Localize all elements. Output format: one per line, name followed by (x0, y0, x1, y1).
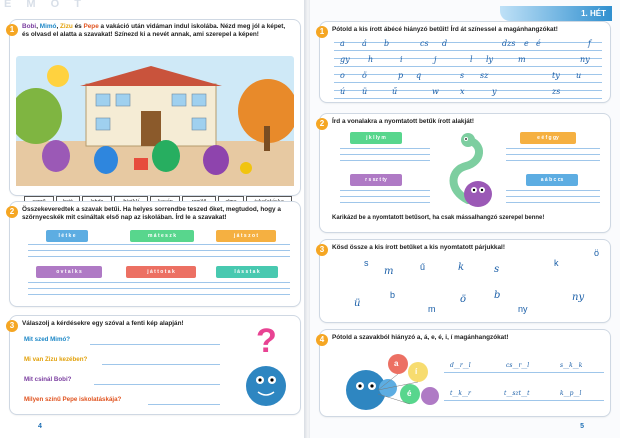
title-letters: E M O T (4, 0, 87, 10)
printed-k[interactable]: k (554, 258, 559, 268)
written-ö[interactable]: ö (460, 294, 467, 305)
written-s[interactable]: s (494, 264, 500, 275)
monster-illustration (236, 322, 296, 410)
alphabet-lines[interactable] (334, 38, 602, 98)
balloon-letter-í: í (415, 367, 418, 376)
question-1: Mit szed Mimó? (24, 336, 71, 343)
rtask4-number: 4 (316, 334, 328, 346)
task2-number: 2 (6, 206, 18, 218)
task1-text: Bobi, Mimó, Zizu és Pepe a vakáció után vidáman indul iskolába. Nézd meg jól a képet, és olvasd el alatta a szavakat! Színezd ki a nevét annak, ami szerepel a képen! (22, 23, 286, 39)
rtask2-text: Írd a vonalakra a nyomtatott betűk írott alakját! (332, 118, 475, 125)
rtask3-text: Kösd össze a kis írott betűket a kis nyomtatott párjukkal! (332, 244, 505, 251)
tile-r2-1: o v t a l k s (36, 266, 102, 278)
question-2: Mi van Zizu kezében? (24, 356, 88, 363)
task2-box (10, 202, 300, 306)
right-page (310, 0, 620, 438)
question-4: Milyen színű Pepe iskolatáskája? (24, 396, 122, 403)
name-bobi: Bobi (22, 23, 37, 30)
question-3: Mit csinál Bobi? (24, 376, 72, 383)
written-m[interactable]: m (384, 266, 394, 277)
task3-text: Válaszolj a kérdésekre egy szóval a fenti kép alapján! (22, 320, 184, 327)
task1-box (10, 20, 300, 195)
task1-number: 1 (6, 24, 18, 36)
rtile-2: e é f g gy (520, 132, 576, 144)
printed-ö[interactable]: ö (594, 248, 600, 258)
blank-word-6[interactable]: k__p__l (560, 390, 582, 397)
rtask1-text: Pótold a kis írott ábécé hiányzó betűit! Írd át színessel a magánhangzókat! (332, 26, 558, 33)
balloon-monster-illustration (338, 344, 442, 414)
rtask2-lines-4[interactable] (506, 190, 600, 204)
blank-word-2[interactable]: cs__r__l (506, 362, 530, 369)
tile-r2-3: l á s s t a k (216, 266, 278, 278)
tile-r1-2: m á t e s z k (130, 230, 194, 242)
rtask2-lines-2[interactable] (506, 148, 600, 162)
blank-word-3[interactable]: s__k__k (560, 362, 583, 369)
rtask3-box (320, 240, 610, 322)
left-page-number: 4 (38, 423, 42, 430)
rtask3-number: 3 (316, 244, 328, 256)
rtask2-footer: Karikázd be a nyomtatott betűsort, ha csak mássalhangzó szerepel benne! (332, 215, 545, 221)
rtask2-lines-1[interactable] (340, 148, 430, 162)
task2-text: Összekeveredtek a szavak betűi. Ha helyes sorrendbe teszed őket, megtudod, hogy a szörnyecskék mit csináltak első nap az iskolában. Írd le a szavakat! (22, 206, 281, 222)
name-pepe: Pepe (83, 23, 99, 30)
rtask4-text: Pótold a szavakból hiányzó a, á, e, é, i, í magánhangzókat! (332, 334, 509, 341)
balloon-letter-é: é (407, 389, 412, 398)
answer-lines-1[interactable] (28, 244, 290, 258)
rtask2-box (320, 114, 610, 232)
school-illustration (16, 56, 294, 186)
printed-ny[interactable]: ny (518, 304, 528, 314)
rtile-3: r s sz t ty (350, 174, 402, 186)
answer-lines-2[interactable] (28, 282, 290, 296)
left-page (0, 0, 306, 438)
blank-word-5[interactable]: t__szt__t (504, 390, 530, 397)
svg-text:?: ? (256, 322, 277, 360)
rtask4-box (320, 330, 610, 416)
written-ny[interactable]: ny (572, 292, 585, 303)
blank-word-1[interactable]: d__r__l (450, 362, 471, 369)
rtask1-number: 1 (316, 26, 328, 38)
snake-monster-illustration (438, 130, 498, 210)
rtile-4: a á b c cs (526, 174, 578, 186)
rtask2-lines-3[interactable] (340, 190, 430, 204)
blank-word-4[interactable]: t__k__r (450, 390, 471, 397)
tile-r1-3: j á t s z o t (216, 230, 276, 242)
printed-b[interactable]: b (390, 290, 396, 300)
rtile-1: j k l ly m (350, 132, 402, 144)
name-zizu: Zizu (60, 23, 73, 30)
printed-s[interactable]: s (364, 258, 369, 268)
printed-m[interactable]: m (428, 304, 436, 314)
task3-number: 3 (6, 320, 18, 332)
rtask1-box: 1 Pótold a kis írott ábécé hiányzó betűit! Írd át színessel a magánhangzókat! a á b cs d dzs e é f gy h i j l ly m ny o ö p q s sz ty u ú ü ű w x y zs (320, 22, 610, 102)
written-k[interactable]: k (458, 262, 465, 273)
name-mimo: Mimó (39, 23, 57, 30)
task1-instructions: a vakáció után vidáman indul iskolába. Nézd meg jól a képet, és olvasd el alatta a szavakat! Színezd ki a nevét annak, ami szerepel a képen! (22, 23, 286, 39)
task3-box (10, 316, 300, 414)
tile-r2-2: j á t t o t a k (126, 266, 196, 278)
printed-ű[interactable]: ű (420, 262, 426, 272)
week-header: 1. HÉT (500, 6, 612, 21)
written-b[interactable]: b (494, 290, 501, 301)
rtask2-number: 2 (316, 118, 328, 130)
right-page-number: 5 (580, 423, 584, 430)
written-ü[interactable]: ü (354, 298, 361, 309)
tile-r1-1: l é t k e (46, 230, 88, 242)
balloon-letter-a: a (394, 359, 399, 368)
